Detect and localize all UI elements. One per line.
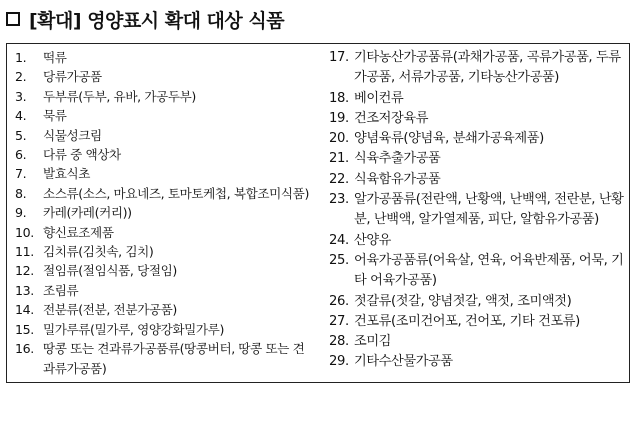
item-text: 알가공품류(전란액, 난황액, 난백액, 전란분, 난황분, 난백액, 알가열제품, 피단, 알함유가공품) bbox=[354, 192, 624, 228]
item-text: 김치류(김칫속, 김치) bbox=[43, 244, 154, 260]
checkbox-square-icon bbox=[6, 12, 20, 26]
item-text: 당류가공품 bbox=[43, 69, 102, 85]
item-text: 밀가루류(밀가루, 영양강화밀가루) bbox=[43, 321, 224, 337]
list-item bbox=[329, 251, 625, 292]
item-number: 29. bbox=[329, 354, 349, 370]
list-item bbox=[15, 87, 313, 106]
list-item bbox=[15, 126, 313, 145]
list-item bbox=[329, 231, 625, 251]
item-text: 조미김 bbox=[354, 334, 392, 350]
list-item bbox=[329, 109, 625, 129]
item-text: 절임류(절임식품, 당절임) bbox=[43, 263, 177, 279]
item-number: 10. bbox=[15, 224, 34, 240]
item-text: 소스류(소스, 마요네즈, 토마토케첩, 복합조미식품) bbox=[43, 185, 309, 201]
item-number: 20. bbox=[329, 131, 349, 147]
item-text: 건포류(조미건어포, 건어포, 기타 건포류) bbox=[354, 313, 580, 329]
item-text: 식육함유가공품 bbox=[354, 171, 441, 187]
list-item bbox=[329, 190, 625, 231]
item-text: 향신료조제품 bbox=[43, 224, 114, 240]
item-number: 28. bbox=[329, 334, 349, 350]
list-item bbox=[15, 339, 313, 378]
item-number: 17. bbox=[329, 50, 349, 65]
item-text: 건조저장육류 bbox=[354, 110, 429, 126]
item-text: 기타농산가공품류(과채가공품, 곡류가공품, 두류가공품, 서류가공품, 기타농산가공품) bbox=[354, 50, 621, 86]
list-item bbox=[15, 261, 313, 280]
list-item bbox=[329, 48, 625, 89]
list-item bbox=[329, 170, 625, 190]
item-number: 22. bbox=[329, 171, 349, 187]
item-number: 5. bbox=[15, 127, 27, 143]
item-number: 16. bbox=[15, 341, 34, 357]
list-item bbox=[15, 184, 313, 203]
item-number: 3. bbox=[15, 88, 27, 104]
list-item bbox=[15, 223, 313, 242]
list-item bbox=[329, 352, 625, 372]
page-heading bbox=[6, 4, 284, 34]
list-item bbox=[15, 242, 313, 261]
item-number: 7. bbox=[15, 166, 27, 182]
list-item bbox=[15, 67, 313, 86]
item-number: 24. bbox=[329, 232, 349, 248]
item-text: 젓갈류(젓갈, 양념젓갈, 액젓, 조미액젓) bbox=[354, 293, 572, 309]
item-number: 8. bbox=[15, 185, 27, 201]
right-column bbox=[329, 48, 625, 373]
item-text: 식육추출가공품 bbox=[354, 151, 441, 167]
item-text: 식물성크림 bbox=[43, 127, 102, 143]
list-item bbox=[15, 203, 313, 222]
item-text: 조림류 bbox=[43, 282, 79, 298]
item-text: 양념육류(양념육, 분쇄가공육제품) bbox=[354, 131, 544, 147]
item-number: 25. bbox=[329, 252, 349, 268]
item-number: 23. bbox=[329, 192, 349, 208]
item-number: 13. bbox=[15, 282, 34, 298]
list-item bbox=[15, 164, 313, 183]
item-number: 26. bbox=[329, 293, 349, 309]
list-item bbox=[329, 149, 625, 169]
item-number: 1. bbox=[15, 50, 27, 65]
item-number: 18. bbox=[329, 90, 349, 106]
item-text: 두부류(두부, 유바, 가공두부) bbox=[43, 88, 196, 104]
item-number: 27. bbox=[329, 313, 349, 329]
item-text: 카레(카레(커리)) bbox=[43, 205, 132, 221]
item-number: 4. bbox=[15, 108, 27, 124]
list-item bbox=[15, 281, 313, 300]
heading-title: [확대] 영양표시 확대 대상 식품 bbox=[29, 9, 285, 32]
food-list-box bbox=[6, 43, 630, 383]
item-number: 14. bbox=[15, 302, 34, 318]
item-number: 21. bbox=[329, 151, 349, 167]
list-item bbox=[329, 332, 625, 352]
item-number: 9. bbox=[15, 205, 27, 221]
left-column bbox=[15, 48, 313, 378]
item-text: 묵류 bbox=[43, 108, 67, 124]
item-text: 베이컨류 bbox=[354, 90, 404, 106]
item-number: 15. bbox=[15, 321, 34, 337]
item-text: 발효식초 bbox=[43, 166, 91, 182]
item-number: 6. bbox=[15, 147, 27, 163]
item-text: 떡류 bbox=[43, 50, 67, 65]
list-item bbox=[15, 48, 313, 67]
list-item bbox=[329, 89, 625, 109]
list-item bbox=[15, 320, 313, 339]
item-text: 어육가공품류(어육살, 연육, 어육반제품, 어묵, 기타 어육가공품) bbox=[354, 252, 624, 289]
list-item bbox=[329, 129, 625, 149]
item-number: 11. bbox=[15, 244, 34, 260]
list-item bbox=[329, 292, 625, 312]
item-text: 산양유 bbox=[354, 232, 392, 248]
item-text: 다류 중 액상차 bbox=[43, 147, 121, 163]
list-item bbox=[329, 312, 625, 332]
list-item bbox=[15, 145, 313, 164]
item-number: 12. bbox=[15, 263, 34, 279]
item-text: 땅콩 또는 견과류가공품류(땅콩버터, 땅콩 또는 견과류가공품) bbox=[43, 341, 305, 376]
list-item bbox=[15, 300, 313, 319]
item-text: 기타수산물가공품 bbox=[354, 354, 453, 370]
list-item bbox=[15, 106, 313, 125]
item-text: 전분류(전분, 전분가공품) bbox=[43, 302, 177, 318]
item-number: 19. bbox=[329, 110, 349, 126]
item-number: 2. bbox=[15, 69, 27, 85]
